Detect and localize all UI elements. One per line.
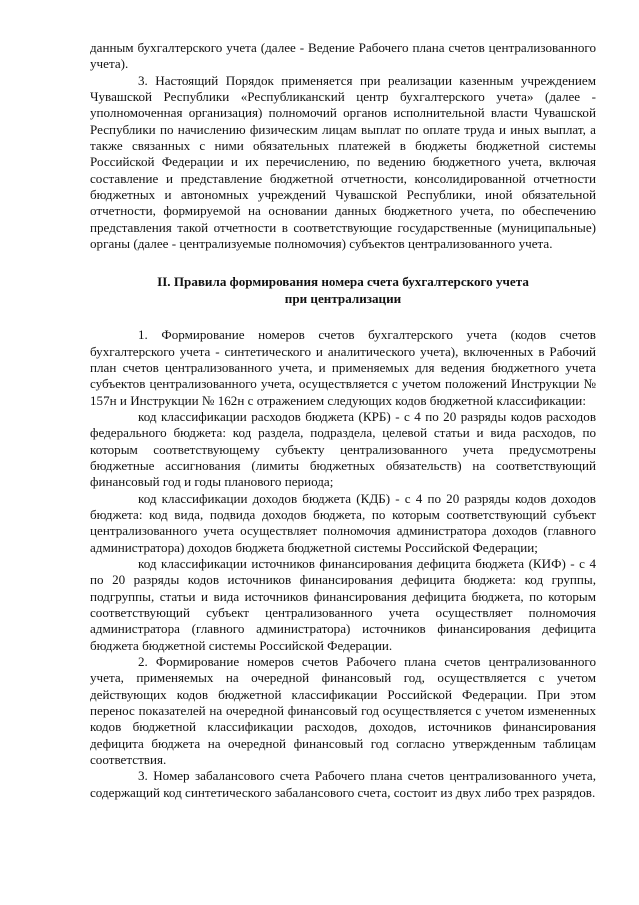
section-heading-line-1: II. Правила формирования номера счета бухгалтерского учета xyxy=(157,274,529,290)
section-heading-line-2: при централизации xyxy=(284,290,402,306)
section-2-item-1-paragraph: 1. Формирование номеров счетов бухгалтерского учета (кодов счетов бухгалтерского учета - синтетического и аналитического учета), включенных в Рабочий план счетов централизованного учета, и применяемых для ведения бюджетного учета субъектов централизованного учета, осуществляется с учетом положений Инструкции № 157н и Инструкции № 162н с отражением следующих кодов бюджетной классификации: xyxy=(90,327,596,408)
krb-paragraph: код классификации расходов бюджета (КРБ) - с 4 по 20 разряды кодов расходов федерального бюджета: код раздела, подраздела, целевой статьи и вида расходов, по которым соответствующему субъекту централизованного учета предусмотрены бюджетные ассигнования (лимиты бюджетных обязательств) на соответствующий финансовый год и годы планового периода; xyxy=(90,408,596,490)
document-page xyxy=(90,40,596,801)
section-2-item-3-paragraph: 3. Номер забалансового счета Рабочего плана счетов централизованного учета, содержащий код синтетического забалансового счета, состоит из двух либо трех разрядов. xyxy=(90,768,596,800)
item-3-paragraph: 3. Настоящий Порядок применяется при реализации казенным учреждением Чувашской Республики «Республиканский центр бухгалтерского учета» (далее - уполномоченная организация) полномочий органов исполнительной власти Чувашской Республики по начислению физическим лицам выплат по оплате труда и иных выплат, а также связанных с ними обязательных платежей в бюджеты бюджетной системы Российской Федерации и их перечислению, по ведению бюджетного учета, включая составление и представление бюджетной отчетности, консолидированной отчетности бюджетных и автономных учреждений Чувашской Республики, иной обязательной отчетности, формируемой на основании данных бюджетного учета, по обеспечению представления такой отчетности в соответствующие государственные (муниципальные) органы (далее - централизуемые полномочия) субъектов централизованного учета. xyxy=(90,72,596,252)
kdb-paragraph: код классификации доходов бюджета (КДБ) - с 4 по 20 разряды кодов доходов бюджета: код вида, подвида доходов бюджета, по которым соответствующий субъект централизованного учета осуществляет полномочия администратора доходов (главного администратора) доходов бюджета бюджетной системы Российской Федерации; xyxy=(90,490,596,555)
intro-continuation-paragraph: данным бухгалтерского учета (далее - Ведение Рабочего плана счетов централизованного учета). xyxy=(90,40,596,72)
section-heading xyxy=(90,274,596,307)
section-2-item-2-paragraph: 2. Формирование номеров счетов Рабочего плана счетов централизованного учета, применяемых на очередной финансовый год, осуществляется с учетом действующих кодов бюджетной классификации Российской Федерации. При этом перенос показателей на очередной финансовый год осуществляется с учетом измененных кодов бюджетной классификации расходов, доходов, источников финансирования дефицита бюджета на очередной финансовый год согласно утвержденным таблицам соответствия. xyxy=(90,654,596,768)
kif-paragraph: код классификации источников финансирования дефицита бюджета (КИФ) - с 4 по 20 разряды кодов источников финансирования дефицита бюджета: код группы, подгруппы, статьи и вида источников финансирования дефицита бюджета, по которым соответствующий субъект централизованного учета осуществляет полномочия администратора (главного администратора) источников финансирования дефицита бюджета бюджетной системы Российской Федерации. xyxy=(90,555,596,653)
